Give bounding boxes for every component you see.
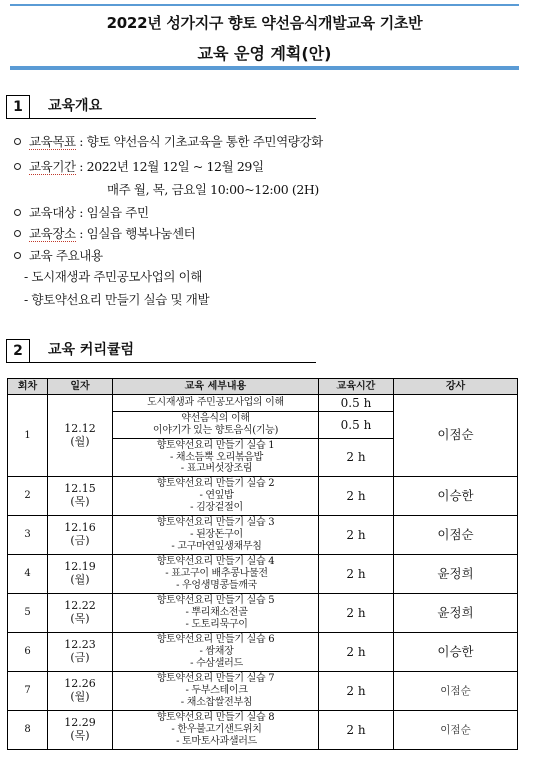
session-teacher: 이승한 [394, 633, 518, 672]
session-detail: 향토약선요리 만들기 실습 3 - 된장돈구이 - 고구마연잎생채무침 [113, 516, 319, 555]
overview-goal [14, 132, 323, 150]
session-number: 6 [8, 633, 48, 672]
session-detail: 향토약선요리 만들기 실습 6 - 쌈채장 - 수삼샐러드 [113, 633, 319, 672]
section-number: 2 [6, 339, 30, 363]
column-header: 교육 세부내용 [113, 379, 319, 395]
overview-place [14, 224, 195, 242]
session-number: 3 [8, 516, 48, 555]
session-date: 12.12 (월) [48, 395, 113, 477]
column-header: 일자 [48, 379, 113, 395]
session-date: 12.22 (목) [48, 594, 113, 633]
table-row [8, 594, 518, 633]
session-duration: 2 h [319, 477, 394, 516]
session-detail: 약선음식의 이해 이야기가 있는 향토음식(기능) [113, 412, 319, 439]
session-number: 1 [8, 395, 48, 477]
bullet-icon [14, 163, 21, 170]
table-row [8, 395, 518, 412]
session-number: 4 [8, 555, 48, 594]
section-title: 교육개요 [44, 95, 316, 119]
table-row [8, 633, 518, 672]
session-number: 2 [8, 477, 48, 516]
session-detail: 향토약선요리 만들기 실습 2 - 연잎밥 - 김장겉절이 [113, 477, 319, 516]
session-number: 7 [8, 672, 48, 711]
session-duration: 2 h [319, 555, 394, 594]
bullet-icon [14, 209, 21, 216]
session-teacher: 이승한 [394, 477, 518, 516]
session-duration: 0.5 h [319, 412, 394, 439]
target-value: : 임실읍 주민 [79, 205, 149, 220]
document-title: 2022년 성가지구 향토 약선음식개발교육 기초반 [106, 14, 423, 32]
title-top-rule [10, 4, 519, 6]
session-detail: 도시재생과 주민공모사업의 이해 [113, 395, 319, 412]
table-row [8, 672, 518, 711]
section-number: 1 [6, 95, 30, 119]
session-teacher: 이점순 [394, 711, 518, 750]
bullet-icon [14, 230, 21, 237]
table-row [8, 477, 518, 516]
session-duration: 2 h [319, 594, 394, 633]
session-detail: 향토약선요리 만들기 실습 5 - 뿌리채소전골 - 도토리묵구이 [113, 594, 319, 633]
session-duration: 2 h [319, 672, 394, 711]
session-teacher: 이점순 [394, 516, 518, 555]
place-value: : 임실읍 행복나눔센터 [79, 226, 196, 241]
goal-label: 교육목표 [29, 134, 76, 149]
session-number: 8 [8, 711, 48, 750]
table-header-row [8, 379, 518, 395]
session-date: 12.29 (목) [48, 711, 113, 750]
table-row [8, 555, 518, 594]
content-label: 교육 주요내용 [29, 248, 103, 263]
target-label: 교육대상 [29, 205, 76, 220]
section-title: 교육 커리큘럼 [44, 339, 316, 363]
period-value: : 2022년 12월 12일 ~ 12월 29일 [79, 159, 264, 174]
session-duration: 2 h [319, 633, 394, 672]
session-teacher: 윤정희 [394, 555, 518, 594]
overview-content [14, 246, 103, 264]
session-detail: 향토약선요리 만들기 실습 8 - 한우불고기샌드위치 - 토마토사과샐러드 [113, 711, 319, 750]
session-detail: 향토약선요리 만들기 실습 4 - 표고구이 배추콩나물전 - 우엉생명콩들깨국 [113, 555, 319, 594]
session-duration: 2 h [319, 516, 394, 555]
period-schedule: 매주 월, 목, 금요일 10:00~12:00 (2H) [107, 182, 319, 197]
session-detail: 향토약선요리 만들기 실습 7 - 두부스테이크 - 채소찹쌀전부침 [113, 672, 319, 711]
session-duration: 2 h [319, 711, 394, 750]
period-label: 교육기간 [29, 159, 76, 174]
bullet-icon [14, 252, 21, 259]
session-date: 12.15 (목) [48, 477, 113, 516]
session-date: 12.16 (금) [48, 516, 113, 555]
session-date: 12.23 (금) [48, 633, 113, 672]
table-row [8, 516, 518, 555]
place-label: 교육장소 [29, 226, 76, 241]
session-teacher: 이점순 [394, 395, 518, 477]
session-date: 12.26 (월) [48, 672, 113, 711]
session-duration: 0.5 h [319, 395, 394, 412]
overview-target [14, 203, 149, 221]
session-teacher: 윤정희 [394, 594, 518, 633]
curriculum-table [7, 378, 518, 750]
column-header: 강사 [394, 379, 518, 395]
table-row [8, 711, 518, 750]
title-block [10, 4, 519, 74]
session-teacher: 이점순 [394, 672, 518, 711]
session-number: 5 [8, 594, 48, 633]
bullet-icon [14, 138, 21, 145]
overview-period [14, 157, 264, 175]
document-subtitle: 교육 운영 계획(안) [197, 44, 332, 63]
session-date: 12.19 (월) [48, 555, 113, 594]
column-header: 회차 [8, 379, 48, 395]
content-item: - 도시재생과 주민공모사업의 이해 [24, 269, 202, 284]
content-item: - 향토약선요리 만들기 실습 및 개발 [24, 292, 210, 307]
session-duration: 2 h [319, 439, 394, 477]
column-header: 교육시간 [319, 379, 394, 395]
goal-value: : 향토 약선음식 기초교육을 통한 주민역량강화 [79, 134, 323, 149]
title-bottom-rule [10, 66, 519, 70]
session-detail: 향토약선요리 만들기 실습 1 - 채소듬뿍 오리볶음밥 - 표고버섯장조림 [113, 439, 319, 477]
